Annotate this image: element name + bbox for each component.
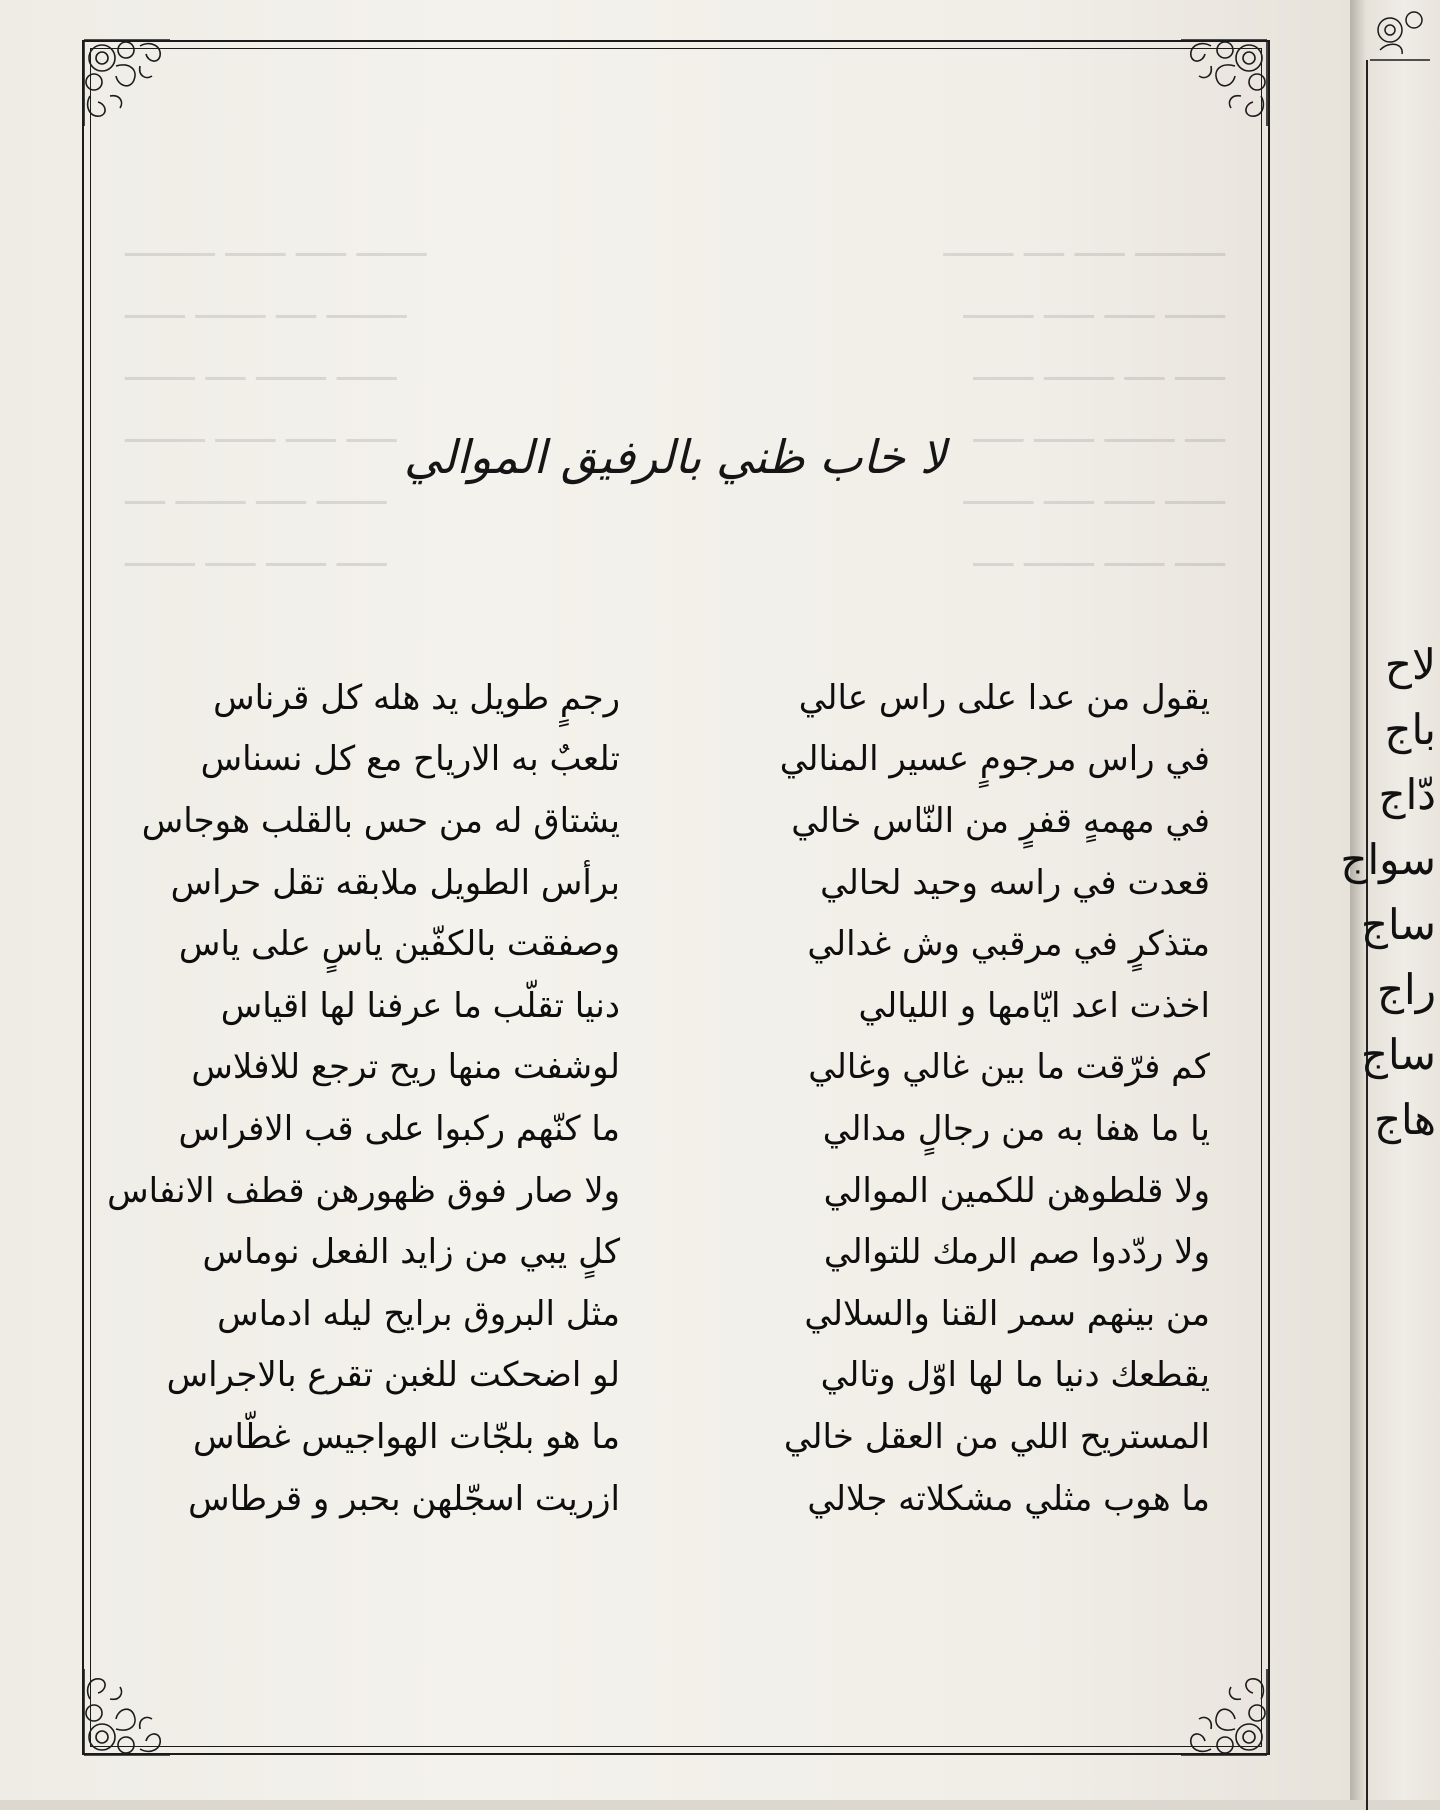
corner-ornament-bottom-right	[1176, 1664, 1271, 1759]
verse-line	[140, 975, 1210, 1037]
verse-line	[140, 1221, 1210, 1283]
verse-line	[140, 1406, 1210, 1468]
second-hemistich: ازريت اسجّلهن بحبر و قرطاس	[188, 1478, 620, 1519]
corner-ornament-top-left	[80, 36, 175, 131]
verse-line	[107, 1160, 1210, 1222]
first-hemistich: المستريح اللي من العقل خالي	[783, 1416, 1210, 1457]
second-hemistich: برأس الطويل ملابقه تقل حراس	[170, 862, 620, 903]
first-hemistich: من بينهم سمر القنا والسلالي	[804, 1293, 1210, 1334]
second-hemistich: لو اضحكت للغبن تقرع بالاجراس	[166, 1355, 620, 1396]
first-hemistich: اخذت اعد ايّامها و الليالي	[858, 985, 1210, 1026]
verse-line	[140, 1283, 1210, 1345]
bleed-through-text: ـــــــــ ــــــ ـــــ ـــــــ ـــــــ ــــ ـــــ ـــــــــ ــــــ ـــــــ ــــ ــــــــ ـــــــ ـــــ ـــــ ــــــ ـــــــ ــــ ـــــــ ــــــ ــــــ ـــــــ ــــ ـــــ ــــــــ ــــــ ـــــ ـــــ ـــــ ــــــ ـــــــ ــــ ــــ ـــــــ ـــــ ـــــــ ـــــــ ـــــ ـــــ ــــــ ـــــــ ـــــ ــــــ ـــــ ــــ ـــــــ ــــــ ـــــ	[125, 225, 1225, 575]
adjacent-text-fragment: ساج	[1360, 900, 1436, 949]
second-hemistich: وصفقت بالكفّين ياسٍ على ياس	[178, 924, 620, 965]
second-hemistich: تلعبٌ به الارياح مع كل نسناس	[200, 739, 620, 780]
second-hemistich: يشتاق له من حس بالقلب هوجاس	[141, 800, 620, 841]
poem-body	[107, 667, 1210, 1529]
verse-line	[140, 667, 1210, 729]
first-hemistich: ما هوب مثلي مشكلاته جلالي	[807, 1478, 1210, 1519]
corner-ornament-bottom-left	[80, 1664, 175, 1759]
verse-line	[140, 913, 1210, 975]
second-hemistich: دنيا تقلّب ما عرفنا لها اقياس	[220, 985, 620, 1026]
first-hemistich: في مهمهٍ قفرٍ من النّاس خالي	[791, 800, 1210, 841]
first-hemistich: ولا قلطوهن للكمين الموالي	[823, 1170, 1210, 1211]
adjacent-text-fragment: باج	[1384, 705, 1436, 754]
adjacent-page	[1340, 0, 1440, 1800]
second-hemistich: كلٍ يبي من زايد الفعل نوماس	[202, 1232, 620, 1273]
poem-title: لا خاب ظني بالرفيق الموالي	[403, 430, 947, 484]
first-hemistich: في راس مرجومٍ عسير المنالي	[779, 739, 1210, 780]
first-hemistich: كم فرّقت ما بين غالي وغالي	[808, 1047, 1210, 1088]
second-hemistich: لوشفت منها ريح ترجع للافلاس	[191, 1047, 620, 1088]
adjacent-text-fragment: هاج	[1373, 1095, 1436, 1144]
second-hemistich: ما هو بلجّات الهواجيس غطّاس	[193, 1416, 620, 1457]
first-hemistich: قعدت في راسه وحيد لحالي	[820, 862, 1210, 903]
verse-line	[140, 729, 1210, 791]
second-hemistich: مثل البروق برايح ليله ادماس	[217, 1293, 620, 1334]
verse-line	[140, 790, 1210, 852]
second-hemistich: ما كنّهم ركبوا على قب الافراس	[178, 1108, 620, 1149]
second-hemistich: رجمٍ طويل يد هله كل قرناس	[213, 677, 620, 718]
verse-line	[140, 1098, 1210, 1160]
verse-line	[140, 1468, 1210, 1530]
first-hemistich: يقطعك دنيا ما لها اوّل وتالي	[820, 1355, 1210, 1396]
second-hemistich: ولا صار فوق ظهورهن قطف الانفاس	[107, 1170, 620, 1211]
adjacent-text-fragment: لاح	[1384, 640, 1436, 689]
corner-ornament-top-right	[1176, 36, 1271, 131]
first-hemistich: متذكرٍ في مرقبي وش غدالي	[807, 924, 1210, 965]
adjacent-text-fragment: ساج	[1360, 1030, 1436, 1079]
verse-line	[140, 852, 1210, 914]
first-hemistich: ولا ردّدوا صم الرمك للتوالي	[823, 1232, 1210, 1273]
verse-line	[140, 1037, 1210, 1099]
adjacent-text-fragment: دّاج	[1378, 770, 1436, 819]
adjacent-corner-ornament	[1370, 0, 1440, 100]
adjacent-text-fragment: سواج	[1340, 835, 1436, 884]
verse-line	[140, 1345, 1210, 1407]
first-hemistich: يا ما هفا به من رجالٍ مدالي	[822, 1108, 1210, 1149]
adjacent-text-fragment: راج	[1376, 965, 1436, 1014]
first-hemistich: يقول من عدا على راس عالي	[798, 677, 1210, 718]
